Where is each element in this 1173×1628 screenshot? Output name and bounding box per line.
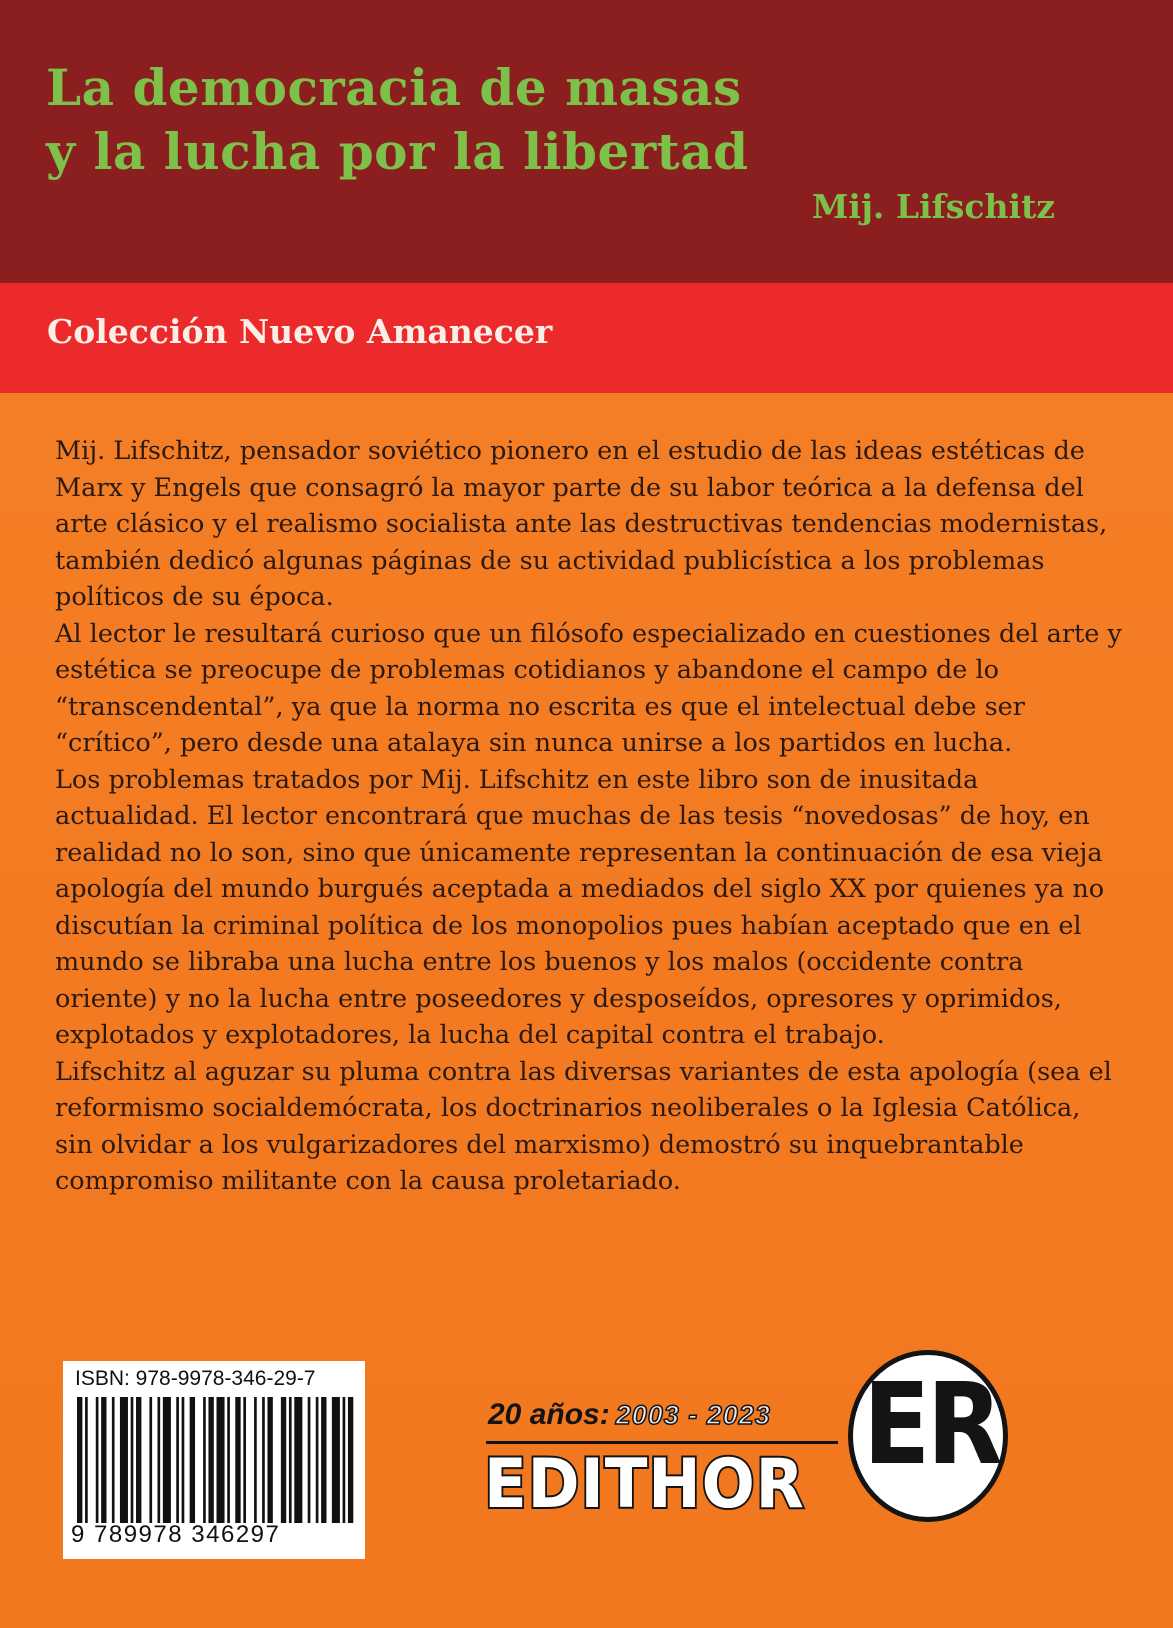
anniversary-label <box>488 1398 771 1432</box>
author-name: Mij. Lifschitz <box>811 187 1055 226</box>
publisher-name: EDITHOR <box>484 1445 805 1524</box>
title-band <box>0 0 1173 283</box>
publisher-monogram: ER <box>863 1360 1000 1490</box>
back-cover-blurb <box>55 433 1125 1200</box>
isbn-number: ISBN: 978-9978-346-29-7 <box>75 1367 316 1390</box>
anniversary-years: 2003 - 2023 <box>615 1400 771 1430</box>
isbn-barcode <box>63 1361 365 1559</box>
collection-name: Colección Nuevo Amanecer <box>47 312 553 351</box>
book-title-line-1: La democracia de masas <box>46 58 742 117</box>
publisher-logo <box>480 1345 1040 1575</box>
logo-divider <box>486 1441 838 1444</box>
book-title <box>46 56 749 184</box>
blurb-paragraph-1: Mij. Lifschitz, pensador soviético pionero en el estudio de las ideas estéticas de Marx y Engels que consagró la mayor parte de su labor teórica a la defensa del arte clásico y el realismo socialista ante las destructivas tendencias modernistas, también dedicó algunas páginas de su actividad publicística a los problemas políticos de su época. <box>55 436 1108 612</box>
anniversary-text: 20 años: <box>488 1398 610 1431</box>
blurb-paragraph-2: Al lector le resultará curioso que un filósofo especializado en cuestiones del arte y estética se preocupe de problemas cotidianos y abandone el campo de lo “transcendental”, ya que la norma no escrita es que el intelectual debe ser “crítico”, pero desde una atalaya sin nunca unirse a los partidos en lucha. <box>55 618 1122 758</box>
barcode-digits: 9 789978 346297 <box>71 1521 281 1548</box>
barcode-bars <box>75 1397 358 1523</box>
blurb-paragraph-3: Los problemas tratados por Mij. Lifschitz en este libro son de inusitada actualidad. El lector encontrará que muchas de las tesis “novedosas” de hoy, en realidad no lo son, sino que únicamente representan la continuación de esa vieja apología del mundo burgués aceptada a mediados del siglo XX por quienes ya no discutían la criminal política de los monopolios pues habían aceptado que en el mundo se libraba una lucha entre los buenos y los malos (occidente contra oriente) y no la lucha entre poseedores y desposeídos, opresores y oprimidos, explotados y explotadores, la lucha del capital contra el trabajo. <box>55 764 1105 1050</box>
book-title-line-2: y la lucha por la libertad <box>46 122 749 181</box>
blurb-paragraph-4: Lifschitz al aguzar su pluma contra las diversas variantes de esta apología (sea el reformismo socialdemócrata, los doctrinarios neoliberales o la Iglesia Católica, sin olvidar a los vulgarizadores del marxismo) demostró su inquebrantable compromiso militante con la causa proletariado. <box>55 1056 1112 1196</box>
